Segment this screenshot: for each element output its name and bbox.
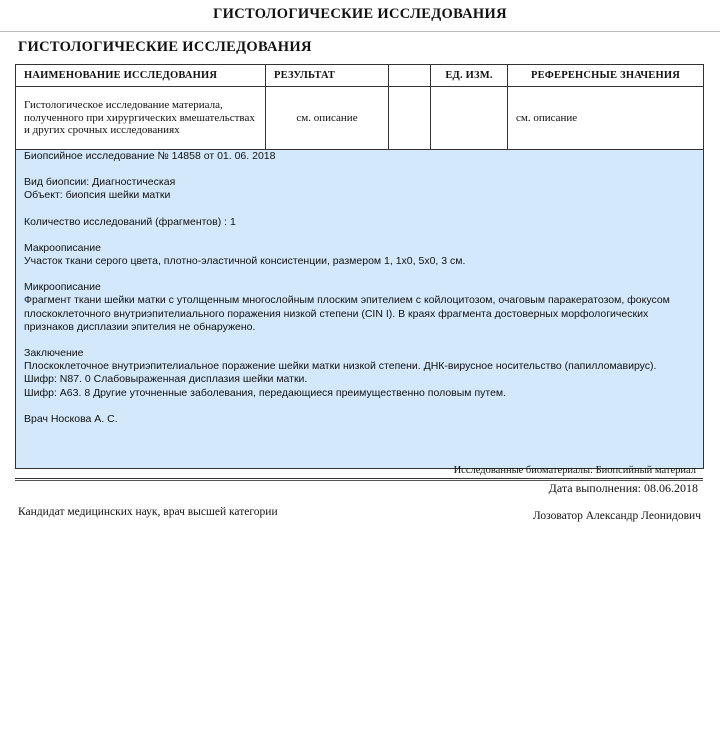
macro-text: Участок ткани серого цвета, плотно-эластичной консистенции, размером 1, 1х0, 5х0, 3 см. xyxy=(24,255,466,268)
cell-test-name: Гистологическое исследование материала, полученного при хирургических вмешательствах и других срочных исследованиях xyxy=(16,87,266,150)
description-block xyxy=(16,150,704,469)
diagnosis-code-1: Шифр: N87. 0 Слабовыраженная дисплазия шейки матки. xyxy=(24,373,308,386)
diagnosis-code-2: Шифр: A63. 8 Другие уточненные заболевания, передающиеся преимущественно половым путем. xyxy=(24,386,507,399)
header-divider xyxy=(0,31,720,32)
biopsy-object: Объект: биопсия шейки матки xyxy=(24,189,171,202)
table-header-row xyxy=(16,65,704,87)
cell-unit xyxy=(431,87,508,150)
doctor-name: Врач Носкова А. С. xyxy=(24,412,118,425)
document-title: ГИСТОЛОГИЧЕСКИЕ ИССЛЕДОВАНИЯ xyxy=(213,6,507,22)
signer-title: Кандидат медицинских наук, врач высшей категории xyxy=(18,506,278,518)
micro-text: Фрагмент ткани шейки матки с утолщенным многослойным плоским эпителием с койлоцитозом, очаговым паракератозом, фокусом плоскоклеточного внутриэпителиального поражения низкой степени (CIN I). В краях фрагмента достоверных морфологических признаков дисплазии эпителия не обнаружено. xyxy=(24,294,670,333)
conclusion-title: Заключение xyxy=(24,347,84,360)
micro-title: Микроописание xyxy=(24,281,101,294)
results-table xyxy=(15,64,704,469)
conclusion-text: Плоскоклеточное внутриэпителиальное поражение шейки матки низкой степени. ДНК-вирусное носительство (папилломавирус). xyxy=(24,360,657,373)
biomaterials-text: Исследованные биоматериалы: Биопсийный материал xyxy=(453,465,696,476)
column-header-unit: ЕД. ИЗМ. xyxy=(431,65,508,87)
completion-date: Дата выполнения: 08.06.2018 xyxy=(548,481,698,495)
section-title: ГИСТОЛОГИЧЕСКИЕ ИССЛЕДОВАНИЯ xyxy=(18,39,312,55)
cell-blank xyxy=(389,87,431,150)
biopsy-number: Биопсийное исследование № 14858 от 01. 06. 2018 xyxy=(24,150,276,162)
column-header-reference: РЕФЕРЕНСНЫЕ ЗНАЧЕНИЯ xyxy=(508,65,704,87)
column-header-name: НАИМЕНОВАНИЕ ИССЛЕДОВАНИЯ xyxy=(16,65,266,87)
cell-reference: см. описание xyxy=(508,87,704,150)
column-header-result: РЕЗУЛЬТАТ xyxy=(266,65,389,87)
column-header-blank xyxy=(389,65,431,87)
macro-title: Макроописание xyxy=(24,241,101,254)
cell-result: см. описание xyxy=(266,87,389,150)
table-row xyxy=(16,87,704,150)
fragment-count: Количество исследований (фрагментов) : 1 xyxy=(24,215,236,228)
description-row xyxy=(16,150,704,469)
biopsy-type: Вид биопсии: Диагностическая xyxy=(24,176,176,189)
signer-name: Лозоватор Александр Леонидович xyxy=(532,510,701,522)
